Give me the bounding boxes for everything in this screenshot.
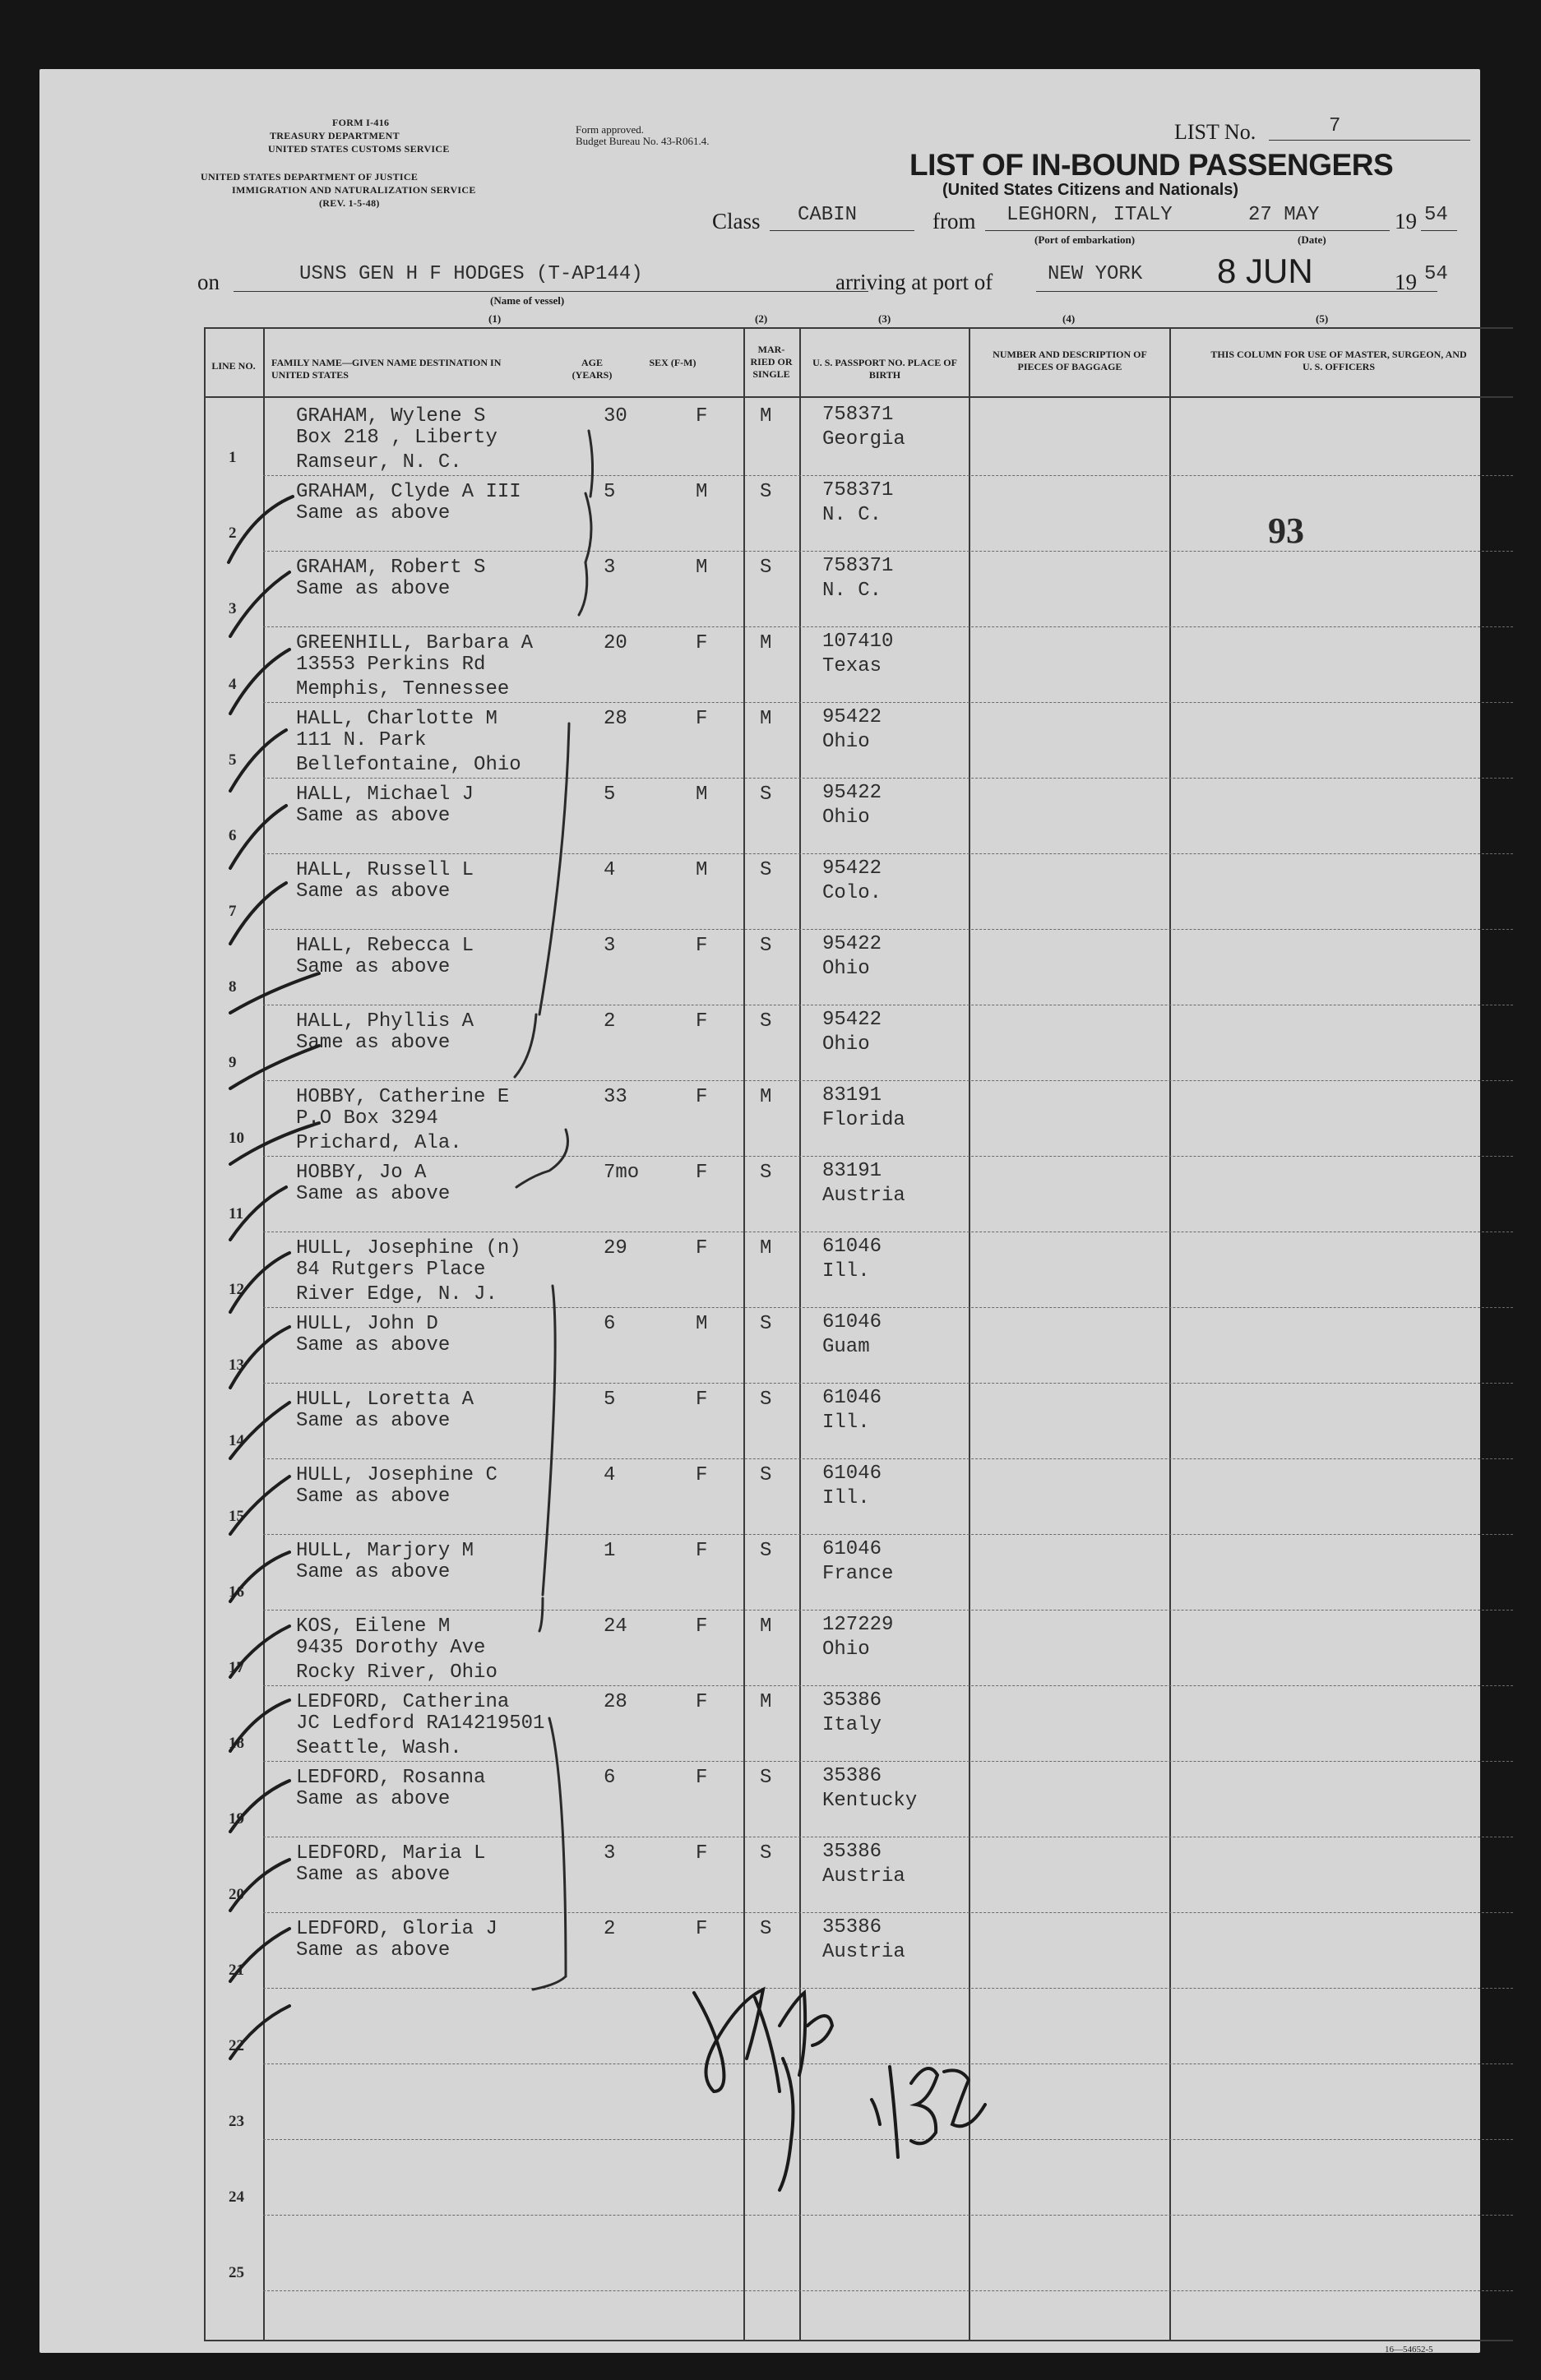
destination: Same as above bbox=[296, 502, 451, 525]
justice-department: UNITED STATES DEPARTMENT OF JUSTICE bbox=[201, 171, 419, 183]
marital-status: M bbox=[760, 632, 772, 654]
embark-date: 27 MAY bbox=[1248, 204, 1320, 226]
age-value: 4 bbox=[604, 1464, 616, 1486]
sex-value: F bbox=[696, 632, 708, 654]
sex-value: F bbox=[696, 1237, 708, 1259]
birthplace: Ill. bbox=[822, 1260, 870, 1282]
age-value: 5 bbox=[604, 481, 616, 503]
birthplace: Ohio bbox=[822, 731, 870, 753]
line-number: 20 bbox=[229, 1886, 244, 1903]
line-number: 19 bbox=[229, 1810, 244, 1828]
passport-number: 95422 bbox=[822, 782, 882, 804]
year-prefix: 19 bbox=[1395, 209, 1417, 233]
passport-number: 95422 bbox=[822, 1009, 882, 1031]
col-header-passport: U. S. PASSPORT NO. PLACE OF BIRTH bbox=[812, 357, 957, 381]
col-header-line: LINE NO. bbox=[211, 360, 256, 372]
form-approved: Form approved. bbox=[576, 123, 645, 136]
birthplace: Ohio bbox=[822, 806, 870, 829]
marital-status: S bbox=[760, 783, 772, 806]
arriving-label: arriving at port of bbox=[835, 270, 993, 294]
destination: Same as above bbox=[296, 1486, 451, 1508]
destination: JC Ledford RA14219501 Seattle, Wash. bbox=[296, 1712, 545, 1759]
line-number: 8 bbox=[229, 978, 237, 996]
marital-status: S bbox=[760, 859, 772, 881]
passport-number: 35386 bbox=[822, 1916, 882, 1939]
class-label: Class bbox=[712, 209, 761, 233]
line-number: 6 bbox=[229, 827, 237, 844]
form-number: FORM I-416 bbox=[332, 117, 390, 128]
passport-number: 61046 bbox=[822, 1387, 882, 1409]
col-header-baggage: NUMBER AND DESCRIPTION OF PIECES OF BAGGAGE bbox=[993, 349, 1147, 372]
line-number: 25 bbox=[229, 2264, 244, 2281]
destination: Same as above bbox=[296, 1032, 451, 1054]
age-value: 3 bbox=[604, 557, 616, 579]
birthplace: Austria bbox=[822, 1941, 905, 1963]
destination: Same as above bbox=[296, 1410, 451, 1432]
passenger-name: LEDFORD, Catherina bbox=[296, 1691, 510, 1713]
class-value: CABIN bbox=[798, 204, 858, 226]
page-title: LIST OF IN-BOUND PASSENGERS bbox=[909, 148, 1394, 182]
birthplace: Austria bbox=[822, 1185, 905, 1207]
passport-number: 61046 bbox=[822, 1538, 882, 1560]
line-number: 14 bbox=[229, 1432, 244, 1449]
passenger-name: HALL, Michael J bbox=[296, 783, 474, 806]
destination: Same as above bbox=[296, 1788, 451, 1810]
birthplace: Ill. bbox=[822, 1412, 870, 1434]
passenger-name: HULL, John D bbox=[296, 1313, 438, 1335]
marital-status: S bbox=[760, 1464, 772, 1486]
form-revision: (REV. 1-5-48) bbox=[319, 197, 380, 209]
passport-number: 127229 bbox=[822, 1614, 894, 1636]
age-value: 5 bbox=[604, 1389, 616, 1411]
line-number: 12 bbox=[229, 1281, 244, 1298]
birthplace: Colo. bbox=[822, 882, 882, 904]
vessel-caption: (Name of vessel) bbox=[490, 294, 565, 307]
destination: Same as above bbox=[296, 1183, 451, 1205]
sex-value: M bbox=[696, 557, 708, 579]
col-header-sex: SEX (F-M) bbox=[649, 357, 696, 368]
age-value: 3 bbox=[604, 1842, 616, 1865]
sex-value: F bbox=[696, 1010, 708, 1033]
sex-value: F bbox=[696, 1842, 708, 1865]
line-number: 15 bbox=[229, 1508, 244, 1525]
marital-status: M bbox=[760, 1615, 772, 1638]
col-header-married: MAR-RIED OR SINGLE bbox=[750, 344, 793, 380]
list-label: LIST No. bbox=[1174, 120, 1256, 144]
port-caption: (Port of embarkation) bbox=[1034, 233, 1136, 246]
col-num-2: (2) bbox=[755, 312, 768, 325]
col-num-1: (1) bbox=[488, 312, 502, 325]
from-port: LEGHORN, ITALY bbox=[1007, 204, 1173, 226]
passport-number: 95422 bbox=[822, 933, 882, 955]
passenger-name: LEDFORD, Maria L bbox=[296, 1842, 486, 1865]
passenger-name: LEDFORD, Gloria J bbox=[296, 1918, 497, 1940]
marital-status: S bbox=[760, 935, 772, 957]
budget-bureau: Budget Bureau No. 43-R061.4. bbox=[576, 135, 710, 147]
birthplace: Ohio bbox=[822, 1638, 870, 1661]
passport-number: 61046 bbox=[822, 1311, 882, 1333]
destination: Same as above bbox=[296, 1334, 451, 1356]
line-number: 11 bbox=[229, 1205, 243, 1222]
sex-value: F bbox=[696, 1691, 708, 1713]
line-number: 3 bbox=[229, 600, 237, 617]
birthplace: Ohio bbox=[822, 1033, 870, 1056]
age-value: 28 bbox=[604, 1691, 627, 1713]
sex-value: M bbox=[696, 481, 708, 503]
passenger-name: LEDFORD, Rosanna bbox=[296, 1767, 486, 1789]
passport-number: 61046 bbox=[822, 1236, 882, 1258]
birthplace: Italy bbox=[822, 1714, 882, 1736]
sex-value: F bbox=[696, 1918, 708, 1940]
arrival-date: 8 JUN bbox=[1217, 252, 1313, 290]
passenger-name: HALL, Rebecca L bbox=[296, 935, 474, 957]
immigration-service: IMMIGRATION AND NATURALIZATION SERVICE bbox=[232, 184, 476, 196]
passenger-name: KOS, Eilene M bbox=[296, 1615, 451, 1638]
col-num-5: (5) bbox=[1316, 312, 1329, 325]
marital-status: M bbox=[760, 1086, 772, 1108]
sex-value: F bbox=[696, 708, 708, 730]
sex-value: F bbox=[696, 1389, 708, 1411]
footer-code: 16—54652-5 bbox=[1385, 2345, 1433, 2355]
customs-service: UNITED STATES CUSTOMS SERVICE bbox=[268, 143, 450, 155]
passenger-name: HOBBY, Jo A bbox=[296, 1162, 427, 1184]
passenger-name: HALL, Charlotte M bbox=[296, 708, 497, 730]
col-header-officers: THIS COLUMN FOR USE OF MASTER, SURGEON, AND U. S. OFFICERS bbox=[1210, 349, 1467, 372]
age-value: 33 bbox=[604, 1086, 627, 1108]
age-value: 7mo bbox=[604, 1162, 640, 1184]
passport-number: 95422 bbox=[822, 706, 882, 728]
on-label: on bbox=[197, 270, 220, 294]
birthplace: Florida bbox=[822, 1109, 905, 1131]
col-header-age: AGE (YEARS) bbox=[572, 357, 613, 381]
sex-value: F bbox=[696, 1540, 708, 1562]
treasury-department: TREASURY DEPARTMENT bbox=[270, 130, 400, 141]
arrival-year: 54 bbox=[1424, 263, 1448, 285]
destination: 13553 Perkins Rd Memphis, Tennessee bbox=[296, 654, 510, 700]
passport-number: 83191 bbox=[822, 1084, 882, 1107]
marital-status: S bbox=[760, 1313, 772, 1335]
sex-value: M bbox=[696, 783, 708, 806]
line-number: 16 bbox=[229, 1583, 244, 1601]
birthplace: N. C. bbox=[822, 580, 882, 602]
birthplace: Texas bbox=[822, 655, 882, 677]
passport-number: 758371 bbox=[822, 479, 894, 501]
age-value: 5 bbox=[604, 783, 616, 806]
sex-value: M bbox=[696, 859, 708, 881]
age-value: 2 bbox=[604, 1918, 616, 1940]
sex-value: F bbox=[696, 1086, 708, 1108]
destination: 84 Rutgers Place River Edge, N. J. bbox=[296, 1259, 497, 1306]
destination: Same as above bbox=[296, 1561, 451, 1583]
sex-value: F bbox=[696, 405, 708, 427]
marital-status: S bbox=[760, 1010, 772, 1033]
marital-status: M bbox=[760, 708, 772, 730]
passport-number: 35386 bbox=[822, 1841, 882, 1863]
marital-status: S bbox=[760, 1389, 772, 1411]
sex-value: F bbox=[696, 1767, 708, 1789]
destination: P.O Box 3294 Prichard, Ala. bbox=[296, 1107, 462, 1154]
col-num-4: (4) bbox=[1062, 312, 1076, 325]
destination: Same as above bbox=[296, 880, 451, 903]
passport-number: 758371 bbox=[822, 404, 894, 426]
list-number: 7 bbox=[1329, 115, 1341, 137]
marital-status: S bbox=[760, 1842, 772, 1865]
marital-status: S bbox=[760, 1540, 772, 1562]
passport-number: 107410 bbox=[822, 631, 894, 653]
inspector-signature bbox=[694, 1989, 985, 2190]
passenger-name: GRAHAM, Wylene S bbox=[296, 405, 486, 427]
col-header-name: FAMILY NAME—GIVEN NAME DESTINATION IN UNITED STATES bbox=[271, 357, 502, 381]
passport-number: 61046 bbox=[822, 1463, 882, 1485]
birthplace: Ohio bbox=[822, 958, 870, 980]
passport-number: 35386 bbox=[822, 1765, 882, 1787]
passport-number: 95422 bbox=[822, 857, 882, 880]
passenger-name: HULL, Marjory M bbox=[296, 1540, 474, 1562]
line-number: 13 bbox=[229, 1356, 244, 1374]
embark-year: 54 bbox=[1424, 204, 1448, 226]
birthplace: N. C. bbox=[822, 504, 882, 526]
age-value: 20 bbox=[604, 632, 627, 654]
line-number: 5 bbox=[229, 751, 237, 769]
birthplace: Ill. bbox=[822, 1487, 870, 1509]
passenger-name: HALL, Russell L bbox=[296, 859, 474, 881]
birthplace: Georgia bbox=[822, 428, 905, 451]
arrival-year-prefix: 19 bbox=[1395, 270, 1417, 294]
age-value: 1 bbox=[604, 1540, 616, 1562]
line-number: 21 bbox=[229, 1962, 244, 1979]
destination: Same as above bbox=[296, 1939, 451, 1962]
line-number: 24 bbox=[229, 2188, 244, 2206]
passenger-manifest-page bbox=[39, 69, 1480, 2353]
date-caption: (Date) bbox=[1298, 233, 1326, 246]
passenger-name: GRAHAM, Robert S bbox=[296, 557, 486, 579]
age-value: 4 bbox=[604, 859, 616, 881]
age-value: 28 bbox=[604, 708, 627, 730]
destination: Same as above bbox=[296, 956, 451, 978]
age-value: 3 bbox=[604, 935, 616, 957]
passport-number: 83191 bbox=[822, 1160, 882, 1182]
line-number: 7 bbox=[229, 903, 237, 920]
sex-value: F bbox=[696, 1615, 708, 1638]
age-value: 24 bbox=[604, 1615, 627, 1638]
arrival-port: NEW YORK bbox=[1048, 263, 1143, 285]
passenger-name: HOBBY, Catherine E bbox=[296, 1086, 510, 1108]
handwritten-check-marks bbox=[39, 69, 1480, 2353]
age-value: 6 bbox=[604, 1313, 616, 1335]
sex-value: F bbox=[696, 935, 708, 957]
marital-status: S bbox=[760, 481, 772, 503]
marital-status: S bbox=[760, 1767, 772, 1789]
marital-status: M bbox=[760, 1691, 772, 1713]
destination: Same as above bbox=[296, 805, 451, 827]
passenger-name: HULL, Josephine (n) bbox=[296, 1237, 521, 1259]
line-number: 4 bbox=[229, 676, 237, 693]
marital-status: S bbox=[760, 1918, 772, 1940]
vessel-name: USNS GEN H F HODGES (T-AP144) bbox=[299, 263, 643, 285]
age-value: 30 bbox=[604, 405, 627, 427]
passenger-name: HULL, Loretta A bbox=[296, 1389, 474, 1411]
col-num-3: (3) bbox=[878, 312, 891, 325]
passenger-name: HULL, Josephine C bbox=[296, 1464, 497, 1486]
destination: Same as above bbox=[296, 578, 451, 600]
line-number: 1 bbox=[229, 449, 237, 466]
line-number: 18 bbox=[229, 1735, 244, 1752]
line-number: 22 bbox=[229, 2037, 244, 2054]
destination: Box 218 , Liberty Ramseur, N. C. bbox=[296, 427, 497, 474]
line-number: 9 bbox=[229, 1054, 237, 1071]
age-value: 6 bbox=[604, 1767, 616, 1789]
destination: 111 N. Park Bellefontaine, Ohio bbox=[296, 729, 521, 776]
sex-value: F bbox=[696, 1464, 708, 1486]
passenger-name: HALL, Phyllis A bbox=[296, 1010, 474, 1033]
line-number: 2 bbox=[229, 525, 237, 542]
page-subtitle: (United States Citizens and Nationals) bbox=[942, 181, 1239, 199]
age-value: 29 bbox=[604, 1237, 627, 1259]
age-value: 2 bbox=[604, 1010, 616, 1033]
passenger-name: GRAHAM, Clyde A III bbox=[296, 481, 521, 503]
marital-status: M bbox=[760, 1237, 772, 1259]
from-label: from bbox=[932, 209, 976, 233]
birthplace: Kentucky bbox=[822, 1790, 918, 1812]
marital-status: S bbox=[760, 1162, 772, 1184]
birthplace: Austria bbox=[822, 1865, 905, 1888]
sex-value: F bbox=[696, 1162, 708, 1184]
line-number: 17 bbox=[229, 1659, 244, 1676]
sex-value: M bbox=[696, 1313, 708, 1335]
birthplace: Guam bbox=[822, 1336, 870, 1358]
birthplace: France bbox=[822, 1563, 894, 1585]
marital-status: S bbox=[760, 557, 772, 579]
passenger-name: GREENHILL, Barbara A bbox=[296, 632, 534, 654]
destination: 9435 Dorothy Ave Rocky River, Ohio bbox=[296, 1637, 497, 1684]
line-number: 23 bbox=[229, 2113, 244, 2130]
passport-number: 758371 bbox=[822, 555, 894, 577]
passport-number: 35386 bbox=[822, 1689, 882, 1712]
officer-mark: 93 bbox=[1268, 511, 1304, 551]
line-number: 10 bbox=[229, 1130, 244, 1147]
marital-status: M bbox=[760, 405, 772, 427]
destination: Same as above bbox=[296, 1864, 451, 1886]
